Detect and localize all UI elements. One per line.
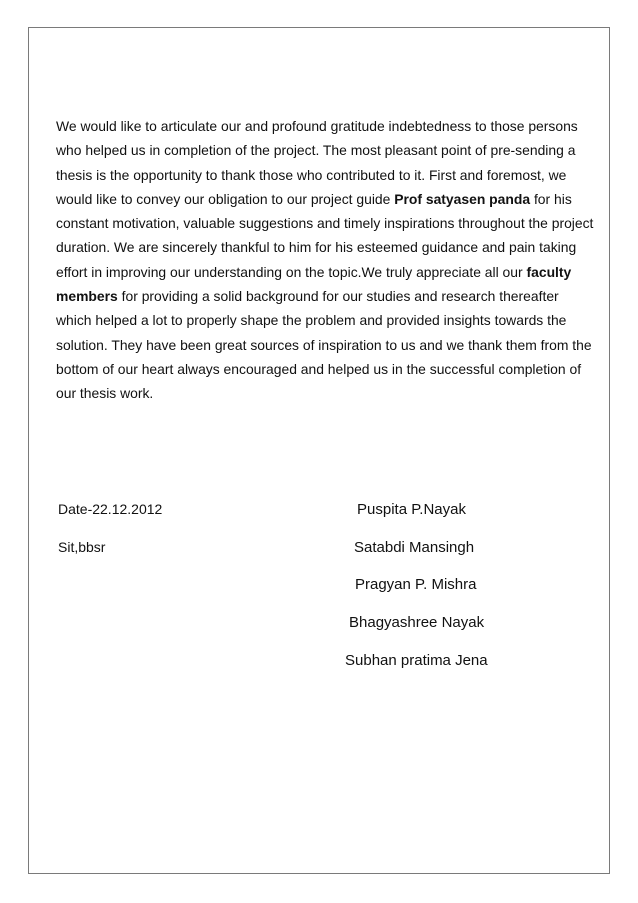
author-name: Puspita P.Nayak <box>357 501 466 518</box>
acknowledgement-paragraph <box>56 114 596 406</box>
guide-name: Prof satyasen panda <box>394 190 531 207</box>
author-name: Satabdi Mansingh <box>354 539 475 556</box>
place-label: Sit,bbsr <box>58 539 106 555</box>
author-name: Bhagyashree Nayak <box>349 614 485 631</box>
paragraph-text-2: for his constant motivation, valuable suggestions and timely inspirations throughout the project duration. We are sincerely thankful to him for his esteemed guidance and pain taking effort in improving our understanding on the topic.We truly appreciate all our <box>56 190 594 280</box>
paragraph-text-3: for providing a solid background for our studies and research thereafter which helped a lot to properly shape the problem and provided insights towards the solution. They have been great sources of inspiration to us and we thank them from the bottom of our heart always encouraged and helped us in the successful completion of our thesis work. <box>56 288 592 402</box>
author-name: Subhan pratima Jena <box>345 652 488 669</box>
date-label: Date-22.12.2012 <box>58 501 163 517</box>
paragraph-text-1: We would like to articulate our and profound gratitude indebtedness to those persons who helped us in completion of the project. The most pleasant point of pre-sending a thesis is the opportunity to thank those who contributed to it. First and foremost, we would like to convey our obligation to our project guide <box>56 118 578 207</box>
faculty-members: faculty members <box>56 263 572 305</box>
author-name: Pragyan P. Mishra <box>355 576 477 593</box>
